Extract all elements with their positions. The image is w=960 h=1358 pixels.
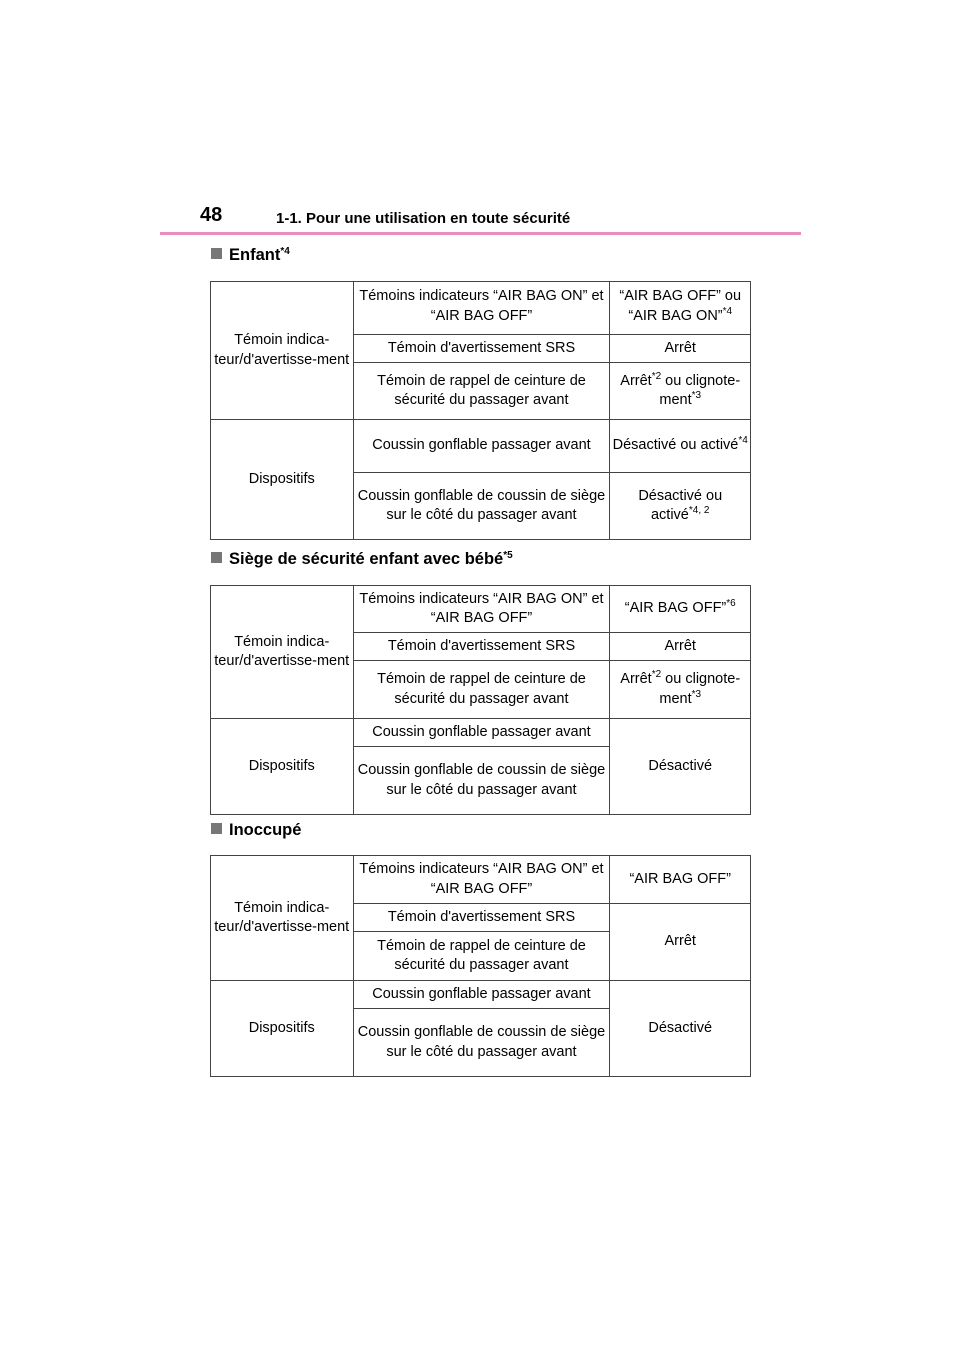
- row-label-srs: Témoin d'avertissement SRS: [353, 904, 610, 932]
- row-value-srs: Arrêt: [610, 335, 751, 363]
- group-label-devices: Dispositifs: [211, 420, 354, 540]
- row-value-airbag-indicators: “AIR BAG OFF”$^{*6}$: [610, 586, 751, 633]
- row-label-airbag-indicators: Témoins indicateurs “AIR BAG ON” et “AIR BAG OFF”: [353, 856, 610, 904]
- row-label-seatbelt-reminder: Témoin de rappel de ceinture de sécurité du passager avant: [353, 932, 610, 981]
- page-header: [160, 200, 801, 236]
- status-table-siege-bebe: [210, 585, 751, 815]
- row-value-airbags: Désactivé: [610, 719, 751, 815]
- row-value-airbag-indicators: “AIR BAG OFF”: [610, 856, 751, 904]
- row-value-airbag-indicators: “AIR BAG OFF” ou “AIR BAG ON”$^{*4}$: [610, 282, 751, 335]
- section-title-siege-bebe: Siège de sécurité enfant avec bébé$^{*5}$: [211, 550, 513, 569]
- row-label-airbag-indicators: Témoins indicateurs “AIR BAG ON” et “AIR BAG OFF”: [353, 586, 610, 633]
- table-row: [211, 282, 751, 335]
- row-label-side-airbag: Coussin gonflable de coussin de siège sur le côté du passager avant: [353, 1009, 610, 1077]
- page-number: 48: [200, 204, 223, 226]
- status-table-enfant: [210, 281, 751, 540]
- table-row: [211, 981, 751, 1009]
- square-bullet-icon: [211, 823, 222, 834]
- row-label-front-airbag: Coussin gonflable passager avant: [353, 719, 610, 747]
- group-label-devices: Dispositifs: [211, 719, 354, 815]
- table-row: [211, 856, 751, 904]
- row-label-seatbelt-reminder: Témoin de rappel de ceinture de sécurité du passager avant: [353, 661, 610, 719]
- row-label-srs: Témoin d'avertissement SRS: [353, 335, 610, 363]
- row-label-srs: Témoin d'avertissement SRS: [353, 633, 610, 661]
- row-label-side-airbag: Coussin gonflable de coussin de siège sur le côté du passager avant: [353, 747, 610, 815]
- row-value-front-airbag: Désactivé ou activé$^{*4}$: [610, 420, 751, 473]
- group-label-devices: Dispositifs: [211, 981, 354, 1077]
- row-value-seatbelt-reminder: Arrêt$^{*2}$ ou clignote-ment$^{*3}$: [610, 661, 751, 719]
- status-table-inoccupe: [210, 855, 751, 1077]
- group-label-indicators: Témoin indica-teur/d'avertisse-ment: [211, 586, 354, 719]
- group-label-indicators: Témoin indica-teur/d'avertisse-ment: [211, 282, 354, 420]
- chapter-title: 1-1. Pour une utilisation en toute sécurité: [276, 210, 571, 227]
- table-row: [211, 586, 751, 633]
- table-row: [211, 719, 751, 747]
- row-label-seatbelt-reminder: Témoin de rappel de ceinture de sécurité du passager avant: [353, 363, 610, 420]
- row-value-airbags: Désactivé: [610, 981, 751, 1077]
- row-value-side-airbag: Désactivé ou activé$^{*4, 2}$: [610, 473, 751, 540]
- row-value-seatbelt-reminder: Arrêt$^{*2}$ ou clignote-ment$^{*3}$: [610, 363, 751, 420]
- row-value-indicators: Arrêt: [610, 904, 751, 981]
- square-bullet-icon: [211, 552, 222, 563]
- group-label-indicators: Témoin indica-teur/d'avertisse-ment: [211, 856, 354, 981]
- header-rule: [160, 232, 801, 235]
- section-title-enfant: Enfant$^{*4}$: [211, 246, 290, 265]
- table-row: [211, 420, 751, 473]
- row-label-airbag-indicators: Témoins indicateurs “AIR BAG ON” et “AIR BAG OFF”: [353, 282, 610, 335]
- row-value-srs: Arrêt: [610, 633, 751, 661]
- row-label-front-airbag: Coussin gonflable passager avant: [353, 981, 610, 1009]
- square-bullet-icon: [211, 248, 222, 259]
- section-title-inoccupe: Inoccupé: [211, 821, 301, 840]
- row-label-front-airbag: Coussin gonflable passager avant: [353, 420, 610, 473]
- row-label-side-airbag: Coussin gonflable de coussin de siège sur le côté du passager avant: [353, 473, 610, 540]
